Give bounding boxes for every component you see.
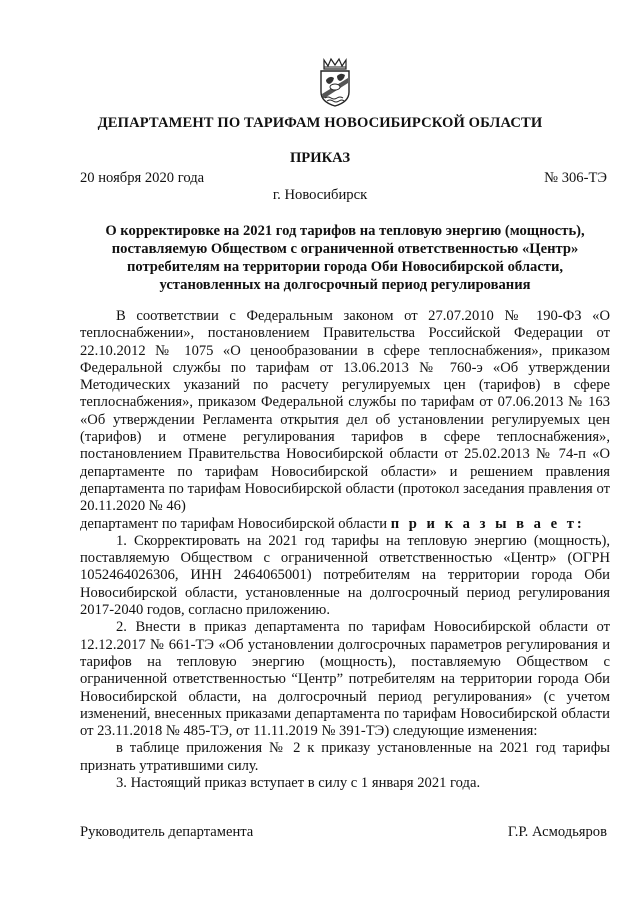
order-subject: О корректировке на 2021 год тарифов на тепловую энергию (мощность), поставляемую Обществом с ограниченной ответственностью «Центр» потребителям на территории города Оби Новосибирской области, установленных на долгосрочный период регулирования (105, 223, 585, 293)
item-3-paragraph: 3. Настоящий приказ вступает в силу с 1 января 2021 года. (116, 775, 481, 792)
order-number: № 306-ТЭ (544, 170, 607, 186)
novosibirsk-coat-of-arms-icon (316, 56, 354, 108)
order-date: 20 ноября 2020 года (80, 170, 205, 186)
item-2-paragraph: 2. Внести в приказ департамента по тарифам Новосибирской области от 12.12.2017 № 661-ТЭ «Об установлении долгосрочных параметров регулирования и тарифов на тепловую энергию (мощность), поставляемую Обществом с ограниченной ответственностью “Центр” потребителям на территории города Оби Новосибирской области, на долгосрочный период регулирования» (с учетом изменений, внесенных приказами департамента по тарифам Новосибирской области от 23.11.2018 № 485-ТЭ, от 11.11.2019 № 391-ТЭ) следующие изменения: (80, 619, 610, 740)
department-title: ДЕПАРТАМЕНТ ПО ТАРИФАМ НОВОСИБИРСКОЙ ОБЛАСТИ (97, 115, 543, 131)
order-title: ПРИКАЗ (289, 150, 351, 166)
order-city: г. Новосибирск (272, 187, 368, 203)
orders-paragraph (80, 516, 610, 533)
item-1-paragraph: 1. Скорректировать на 2021 год тарифы на тепловую энергию (мощность), поставляемую Обществом с ограниченной ответственностью «Центр» (ОГРН 1052464026306, ИНН 2464065001) потребителям на территории города Оби Новосибирской области, установленные на долгосрочный период регулирования 2017-2040 годов, согласно приложению. (80, 532, 610, 619)
item-2-sub-paragraph: в таблице приложения № 2 к приказу установленные на 2021 год тарифы признать утратившими силу. (80, 740, 610, 774)
signature-name: Г.Р. Асмодьяров (507, 824, 607, 840)
orders-word: п р и к а з ы в а е т: (390, 515, 585, 532)
order-body (80, 308, 610, 792)
preamble-paragraph: В соответствии с Федеральным законом от 27.07.2010 № 190-ФЗ «О теплоснабжении», постановлением Правительства Российской Федерации от 22.10.2012 № 1075 «О ценообразовании в сфере теплоснабжения», приказом Федеральной службы по тарифам от 13.06.2013 № 760-э «Об утверждении Методических указаний по расчету регулируемых цен (тарифов) в сфере теплоснабжения», приказом Федеральной службы по тарифам от 07.06.2013 № 163 «Об утверждении Регламента открытия дел об установлении регулируемых цен (тарифов) и отмене регулирования тарифов в сфере теплоснабжения», постановлением Правительства Новосибирской области от 25.02.2013 № 74-п «О департаменте по тарифам Новосибирской области» и решением правления департамента по тарифам Новосибирской области (протокол заседания правления от 20.11.2020 № 46) (80, 308, 610, 515)
signature-role: Руководитель департамента (80, 824, 254, 840)
orders-lead: департамент по тарифам Новосибирской области (80, 515, 391, 532)
